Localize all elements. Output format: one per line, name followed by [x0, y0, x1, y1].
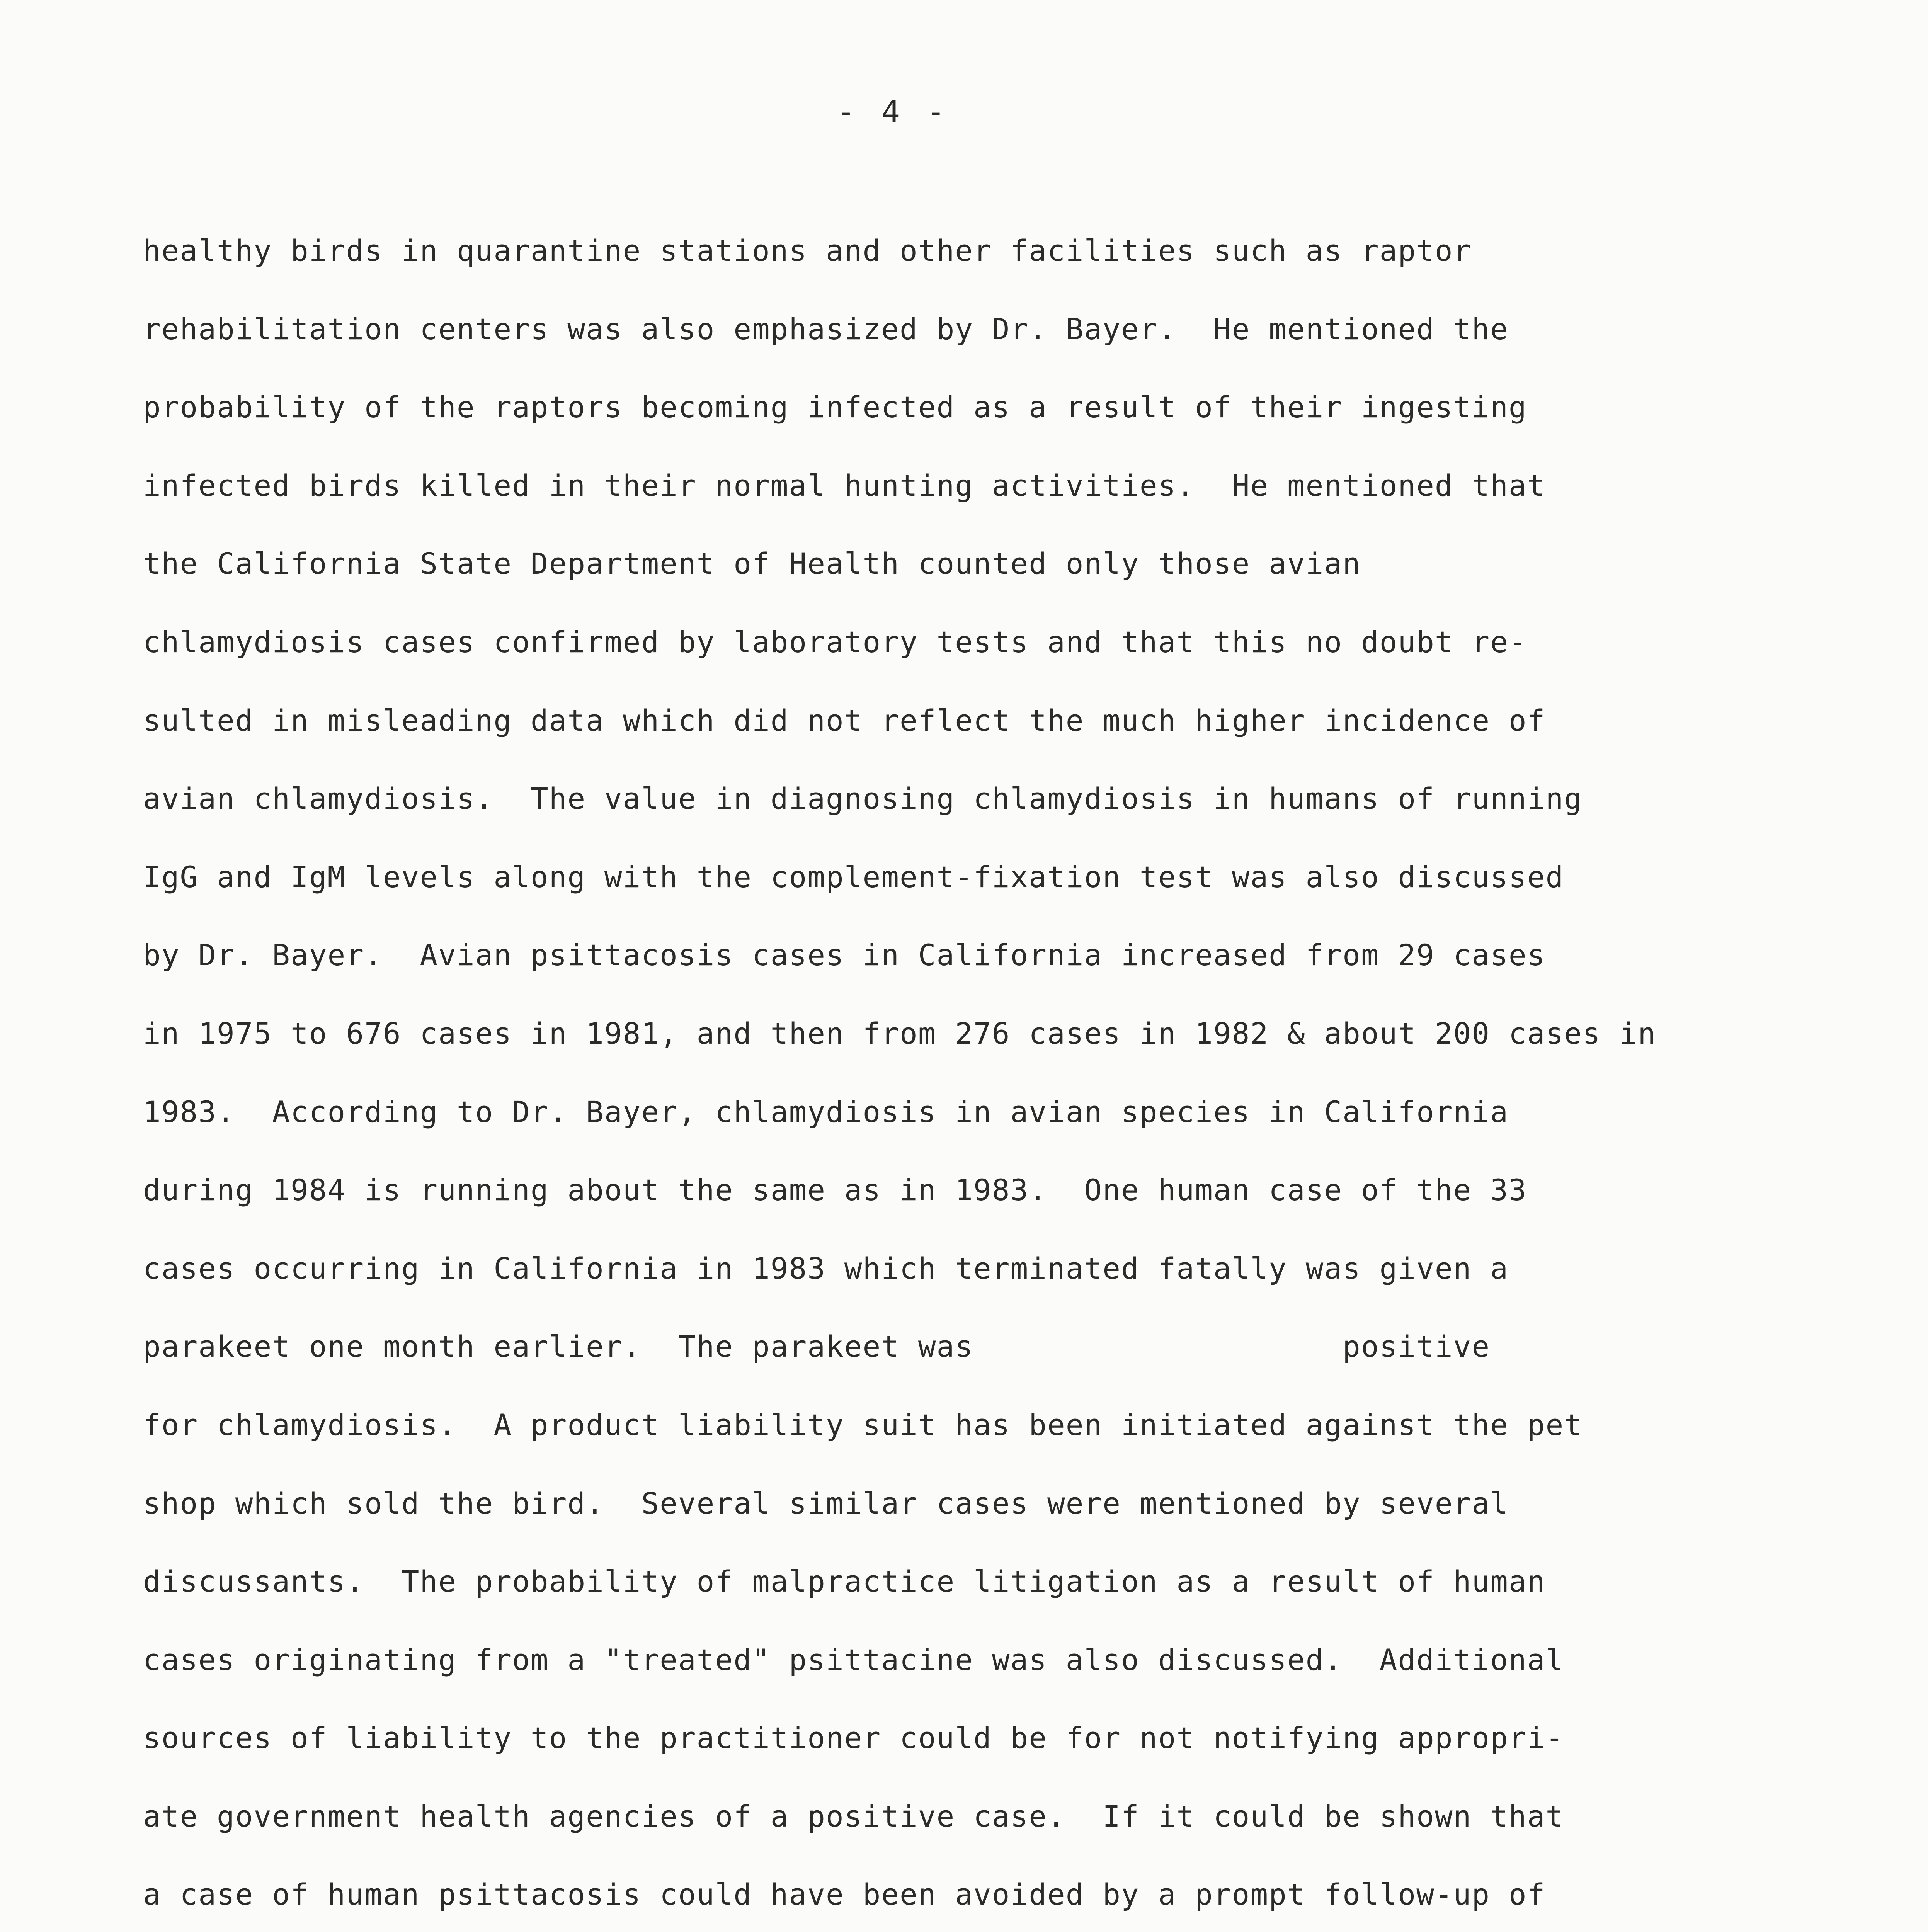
text-line: discussants. The probability of malpractice litigation as a result of human — [143, 1564, 1546, 1599]
text-line: chlamydiosis cases confirmed by laboratory tests and that this no doubt re- — [143, 624, 1527, 659]
text-line: shop which sold the bird. Several similar cases were mentioned by several — [143, 1486, 1509, 1520]
text-line: cases originating from a "treated" psittacine was also discussed. Additional — [143, 1642, 1564, 1677]
text-line: sources of liability to the practitioner could be for not notifying appropri- — [143, 1721, 1564, 1755]
text-line: probability of the raptors becoming infected as a result of their ingesting — [143, 390, 1527, 425]
text-line: in 1975 to 676 cases in 1981, and then from 276 cases in 1982 & about 200 cases in — [143, 1016, 1656, 1051]
text-line: for chlamydiosis. A product liability suit has been initiated against the pet — [143, 1407, 1583, 1442]
body-text — [143, 212, 1805, 1932]
text-line: a case of human psittacosis could have been avoided by a prompt follow-up of — [143, 1877, 1546, 1912]
page-number: - 4 - — [836, 94, 949, 130]
text-line: IgG and IgM levels along with the complement-fixation test was also discussed — [143, 859, 1564, 894]
text-line: parakeet one month earlier. The parakeet was positive — [143, 1329, 1491, 1364]
text-line: cases occurring in California in 1983 which terminated fatally was given a — [143, 1251, 1509, 1286]
text-line: 1983. According to Dr. Bayer, chlamydiosis in avian species in California — [143, 1094, 1509, 1129]
text-line: rehabilitation centers was also emphasized by Dr. Bayer. He mentioned the — [143, 311, 1509, 346]
text-line: infected birds killed in their normal hunting activities. He mentioned that — [143, 468, 1546, 503]
text-line: sulted in misleading data which did not reflect the much higher incidence of — [143, 703, 1546, 738]
text-line: healthy birds in quarantine stations and other facilities such as raptor — [143, 233, 1472, 268]
text-line: by Dr. Bayer. Avian psittacosis cases in California increased from 29 cases — [143, 938, 1546, 973]
text-line: ate government health agencies of a positive case. If it could be shown that — [143, 1799, 1564, 1833]
text-line: during 1984 is running about the same as in 1983. One human case of the 33 — [143, 1173, 1527, 1208]
text-line: the California State Department of Health counted only those avian — [143, 546, 1361, 581]
text-line: avian chlamydiosis. The value in diagnosing chlamydiosis in humans of running — [143, 781, 1583, 816]
